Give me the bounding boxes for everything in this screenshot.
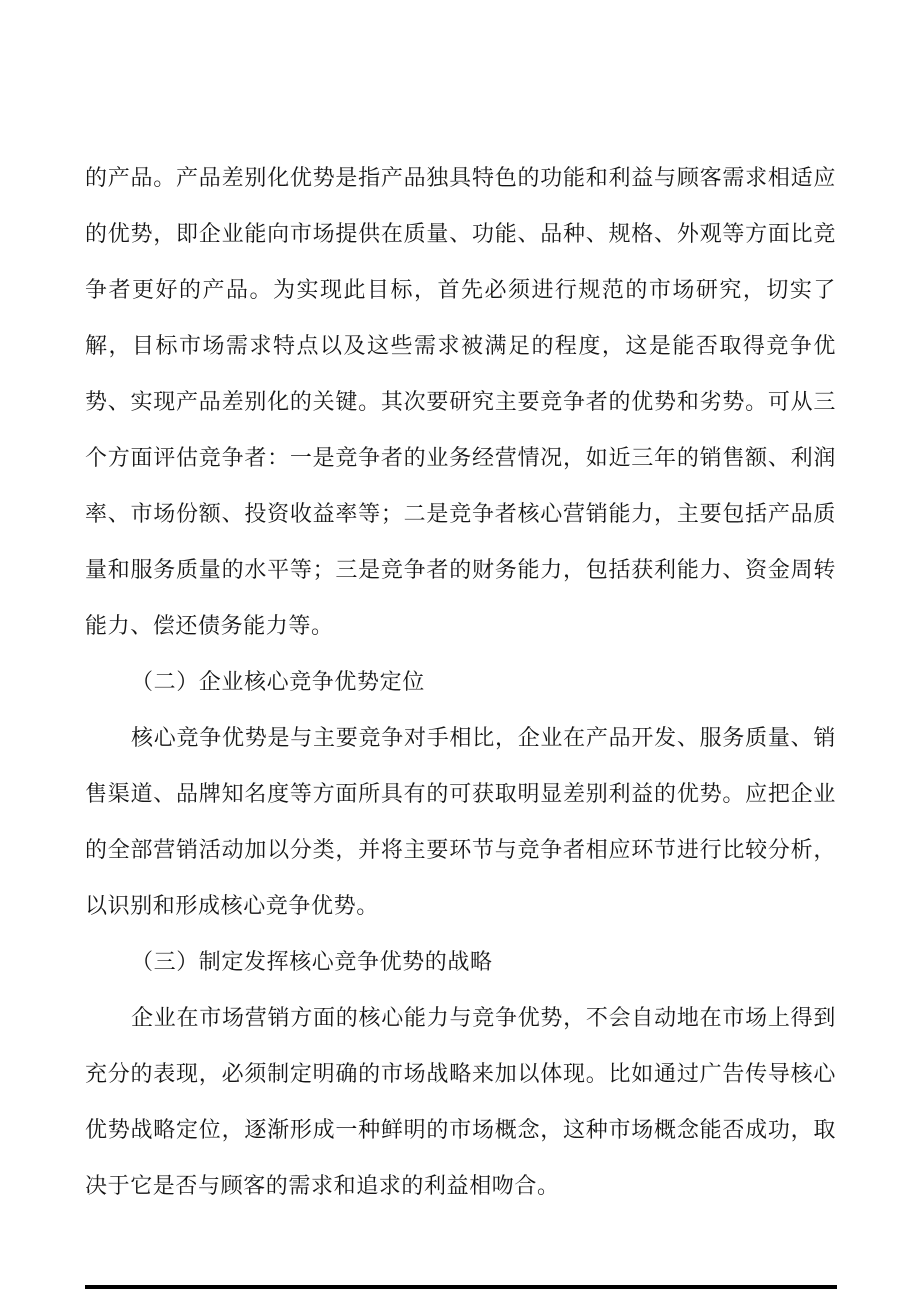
section-heading-3: （三）制定发挥核心竞争优势的战略: [131, 949, 493, 974]
document-page: [85, 150, 836, 1214]
paragraph-continuation: 的产品。产品差别化优势是指产品独具特色的功能和利益与顾客需求相适应的优势，即企业能向市场提供在质量、功能、品种、规格、外观等方面比竞争者更好的产品。为实现此目标，首先必须进行规范的市场研究，切实了解，目标市场需求特点以及这些需求被满足的程度，这是能否取得竞争优势、实现产品差别化的关键。其次要研究主要竞争者的优势和劣势。可从三个方面评估竞争者：一是竞争者的业务经营情况，如近三年的销售额、利润率、市场份额、投资收益率等；二是竞争者核心营销能力，主要包括产品质量和服务质量的水平等；三是竞争者的财务能力，包括获利能力、资金周转能力、偿还债务能力等。: [85, 165, 836, 638]
paragraph-core-advantage-positioning: 核心竞争优势是与主要竞争对手相比，企业在产品开发、服务质量、销售渠道、品牌知名度等方面所具有的可获取明显差别利益的优势。应把企业的全部营销活动加以分类，并将主要环节与竞争者相应环节进行比较分析，以识别和形成核心竞争优势。: [85, 725, 836, 918]
section-heading-2: （二）企业核心竞争优势定位: [131, 669, 425, 694]
page-bottom-border: [85, 1285, 837, 1289]
paragraph-strategy: 企业在市场营销方面的核心能力与竞争优势，不会自动地在市场上得到充分的表现，必须制定明确的市场战略来加以体现。比如通过广告传导核心优势战略定位，逐渐形成一种鲜明的市场概念，这种市场概念能否成功，取决于它是否与顾客的需求和追求的利益相吻合。: [85, 1005, 836, 1198]
